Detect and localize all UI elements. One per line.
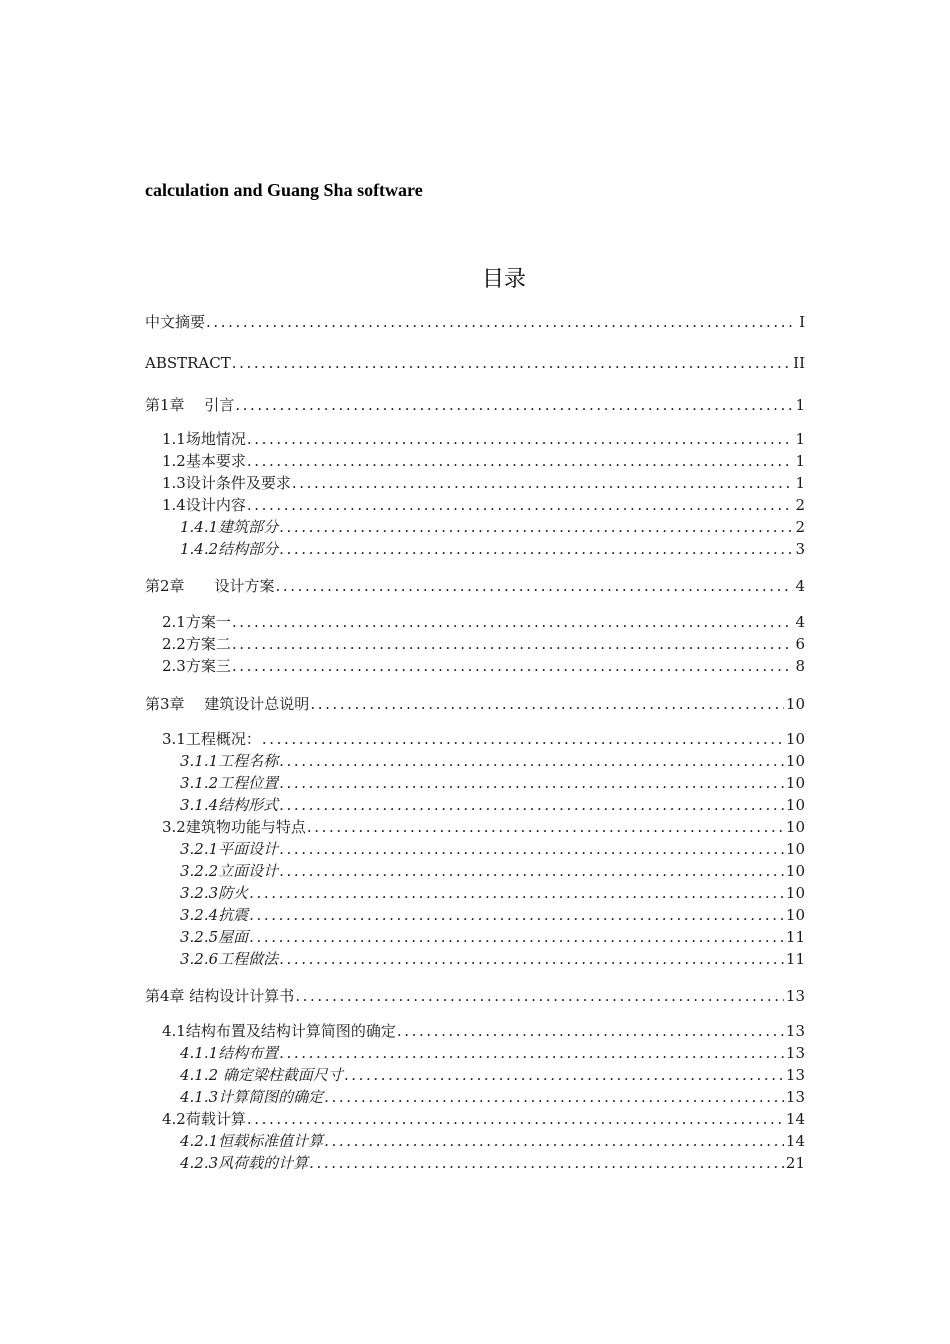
header-text: calculation and Guang Sha software [145, 180, 423, 200]
dot-leader [278, 751, 784, 771]
toc-entry-abstract-en[interactable] [145, 353, 805, 373]
toc-entry-label: 1.2基本要求 [162, 452, 246, 470]
toc-entry-page: 10 [785, 862, 805, 880]
toc-entry-chapter-1[interactable] [145, 395, 805, 415]
toc-entry-3-2-3[interactable] [180, 883, 805, 903]
toc-entry-page: 14 [785, 1132, 805, 1150]
toc-entry-page: II [793, 354, 805, 372]
toc-entry-label: 第1章 引言 [145, 396, 235, 414]
toc-entry-label: 1.1场地情况 [162, 430, 246, 448]
toc-entry-page: 10 [785, 906, 805, 924]
toc-entry-3-1-2[interactable] [180, 773, 805, 793]
dot-leader [278, 949, 784, 969]
toc-entry-4-1-1[interactable] [180, 1043, 805, 1063]
dot-leader [323, 1131, 784, 1151]
dot-leader [306, 817, 784, 837]
toc-entry-label: 2.2方案二 [162, 635, 231, 653]
toc-entry-page: 10 [785, 840, 805, 858]
toc-entry-page: 13 [785, 1066, 805, 1084]
toc-entry-page: 13 [785, 987, 805, 1005]
toc-entry-page: 10 [785, 752, 805, 770]
toc-entry-label: 4.1.1结构布置 [180, 1044, 279, 1062]
dot-leader [246, 451, 794, 471]
toc-entry-page: 8 [795, 657, 805, 675]
toc-entry-1-2[interactable] [162, 451, 805, 471]
toc-entry-3-2-5[interactable] [180, 927, 805, 947]
toc-entry-3-2-1[interactable] [180, 839, 805, 859]
toc-entry-chapter-4[interactable] [145, 986, 805, 1006]
toc-entry-4-1-3[interactable] [180, 1087, 805, 1107]
dot-leader [278, 839, 784, 859]
toc-entry-3-2[interactable] [162, 817, 805, 837]
toc-entry-chapter-2[interactable] [145, 576, 805, 596]
toc-entry-page: 10 [785, 774, 805, 792]
dot-leader [231, 656, 794, 676]
toc-entry-label: 3.2.6工程做法 [180, 950, 279, 968]
toc-entry-2-3[interactable] [162, 656, 805, 676]
toc-entry-1-4-1[interactable] [180, 517, 805, 537]
dot-leader [205, 312, 797, 332]
toc-entry-4-1-2[interactable] [180, 1065, 805, 1085]
toc-entry-chapter-3[interactable] [145, 694, 805, 714]
toc-entry-label: 第2章 设计方案 [145, 577, 275, 595]
toc-entry-label: 3.2.4抗震 [180, 906, 249, 924]
toc-entry-4-2-3[interactable] [180, 1153, 805, 1173]
dot-leader [323, 1087, 784, 1107]
dot-leader [278, 517, 793, 537]
toc-entry-page: 13 [785, 1022, 805, 1040]
toc-entry-page: 3 [795, 540, 805, 558]
toc-entry-label: 1.4.2结构部分 [180, 540, 279, 558]
toc-entry-page: 11 [785, 928, 805, 946]
dot-leader [234, 395, 793, 415]
dot-leader [396, 1021, 784, 1041]
toc-entry-page: 1 [795, 474, 805, 492]
dot-leader [294, 986, 784, 1006]
toc-entry-label: 第4章 结构设计计算书 [145, 987, 295, 1005]
dot-leader [261, 729, 784, 749]
toc-entry-page: 1 [795, 430, 805, 448]
toc-entry-3-2-4[interactable] [180, 905, 805, 925]
toc-entry-label: 2.1方案一 [162, 613, 231, 631]
toc-entry-3-1[interactable] [162, 729, 805, 749]
toc-entry-page: 6 [795, 635, 805, 653]
toc-entry-1-3[interactable] [162, 473, 805, 493]
dot-leader [291, 473, 794, 493]
toc-entry-page: 13 [785, 1044, 805, 1062]
toc-entry-label: 4.1结构布置及结构计算简图的确定 [162, 1022, 396, 1040]
dot-leader [343, 1065, 784, 1085]
toc-entry-label: 4.2.1恒载标准值计算 [180, 1132, 324, 1150]
toc-entry-label: 1.4设计内容 [162, 496, 246, 514]
dot-leader [278, 773, 784, 793]
toc-entry-label: 1.4.1建筑部分 [180, 518, 279, 536]
dot-leader [231, 353, 791, 373]
toc-entry-label: ABSTRACT [145, 354, 231, 372]
dot-leader [248, 905, 784, 925]
dot-leader [246, 1109, 784, 1129]
toc-entry-label: 3.2.2立面设计 [180, 862, 279, 880]
toc-entry-page: 11 [785, 950, 805, 968]
toc-entry-page: 4 [795, 613, 805, 631]
toc-entry-1-1[interactable] [162, 429, 805, 449]
toc-entry-page: 13 [785, 1088, 805, 1106]
toc-entry-1-4-2[interactable] [180, 539, 805, 559]
dot-leader [231, 612, 794, 632]
toc-entry-label: 3.1.4结构形式 [180, 796, 279, 814]
dot-leader [246, 429, 794, 449]
toc-entry-3-1-1[interactable] [180, 751, 805, 771]
dot-leader [308, 1153, 784, 1173]
toc-entry-abstract-cn[interactable] [145, 312, 805, 332]
toc-entry-page: 4 [795, 577, 805, 595]
toc-entry-page: 10 [785, 818, 805, 836]
toc-entry-page: 21 [785, 1154, 805, 1172]
toc-title: 目录 [481, 267, 526, 292]
toc-entry-label: 4.2.3风荷载的计算 [180, 1154, 309, 1172]
dot-leader [246, 495, 794, 515]
toc-entry-label: 中文摘要 [145, 313, 206, 331]
dot-leader [278, 795, 784, 815]
dot-leader [231, 634, 794, 654]
dot-leader [278, 539, 793, 559]
toc-entry-label: 3.2.1平面设计 [180, 840, 279, 858]
toc-entry-page: 2 [795, 496, 805, 514]
toc-entry-3-2-2[interactable] [180, 861, 805, 881]
toc-entry-label: 第3章 建筑设计总说明 [145, 695, 310, 713]
toc-entry-page: 1 [795, 452, 805, 470]
dot-leader [309, 694, 784, 714]
toc-entry-page: 10 [785, 695, 805, 713]
toc-entry-page: 10 [785, 730, 805, 748]
toc-entry-3-2-6[interactable] [180, 949, 805, 969]
toc-entry-3-1-4[interactable] [180, 795, 805, 815]
toc-entry-4-1[interactable] [162, 1021, 805, 1041]
toc-entry-page: 2 [795, 518, 805, 536]
toc-entry-label: 3.2建筑物功能与特点 [162, 818, 306, 836]
toc-entry-label: 2.3方案三 [162, 657, 231, 675]
toc-entry-page: I [799, 313, 805, 331]
toc-entry-page: 14 [785, 1110, 805, 1128]
toc-entry-label: 3.1.2工程位置 [180, 774, 279, 792]
dot-leader [248, 927, 784, 947]
toc-entry-label: 3.1工程概况： [162, 730, 261, 748]
toc-entry-page: 1 [795, 396, 805, 414]
dot-leader [278, 861, 784, 881]
toc-entry-label: 1.3设计条件及要求 [162, 474, 291, 492]
toc-entry-2-1[interactable] [162, 612, 805, 632]
toc-entry-page: 10 [785, 884, 805, 902]
toc-entry-2-2[interactable] [162, 634, 805, 654]
toc-entry-label: 3.1.1工程名称 [180, 752, 279, 770]
dot-leader [278, 1043, 784, 1063]
toc-entry-label: 3.2.5屋面 [180, 928, 249, 946]
toc-entry-label: 4.2荷载计算 [162, 1110, 246, 1128]
toc-entry-1-4[interactable] [162, 495, 805, 515]
toc-entry-4-2[interactable] [162, 1109, 805, 1129]
toc-entry-label: 4.1.3计算简图的确定 [180, 1088, 324, 1106]
toc-entry-4-2-1[interactable] [180, 1131, 805, 1151]
toc-entry-label: 3.2.3防火 [180, 884, 249, 902]
toc-entry-page: 10 [785, 796, 805, 814]
dot-leader [248, 883, 784, 903]
dot-leader [275, 576, 794, 596]
toc-entry-label: 4.1.2 确定梁柱截面尺寸 [180, 1066, 343, 1084]
